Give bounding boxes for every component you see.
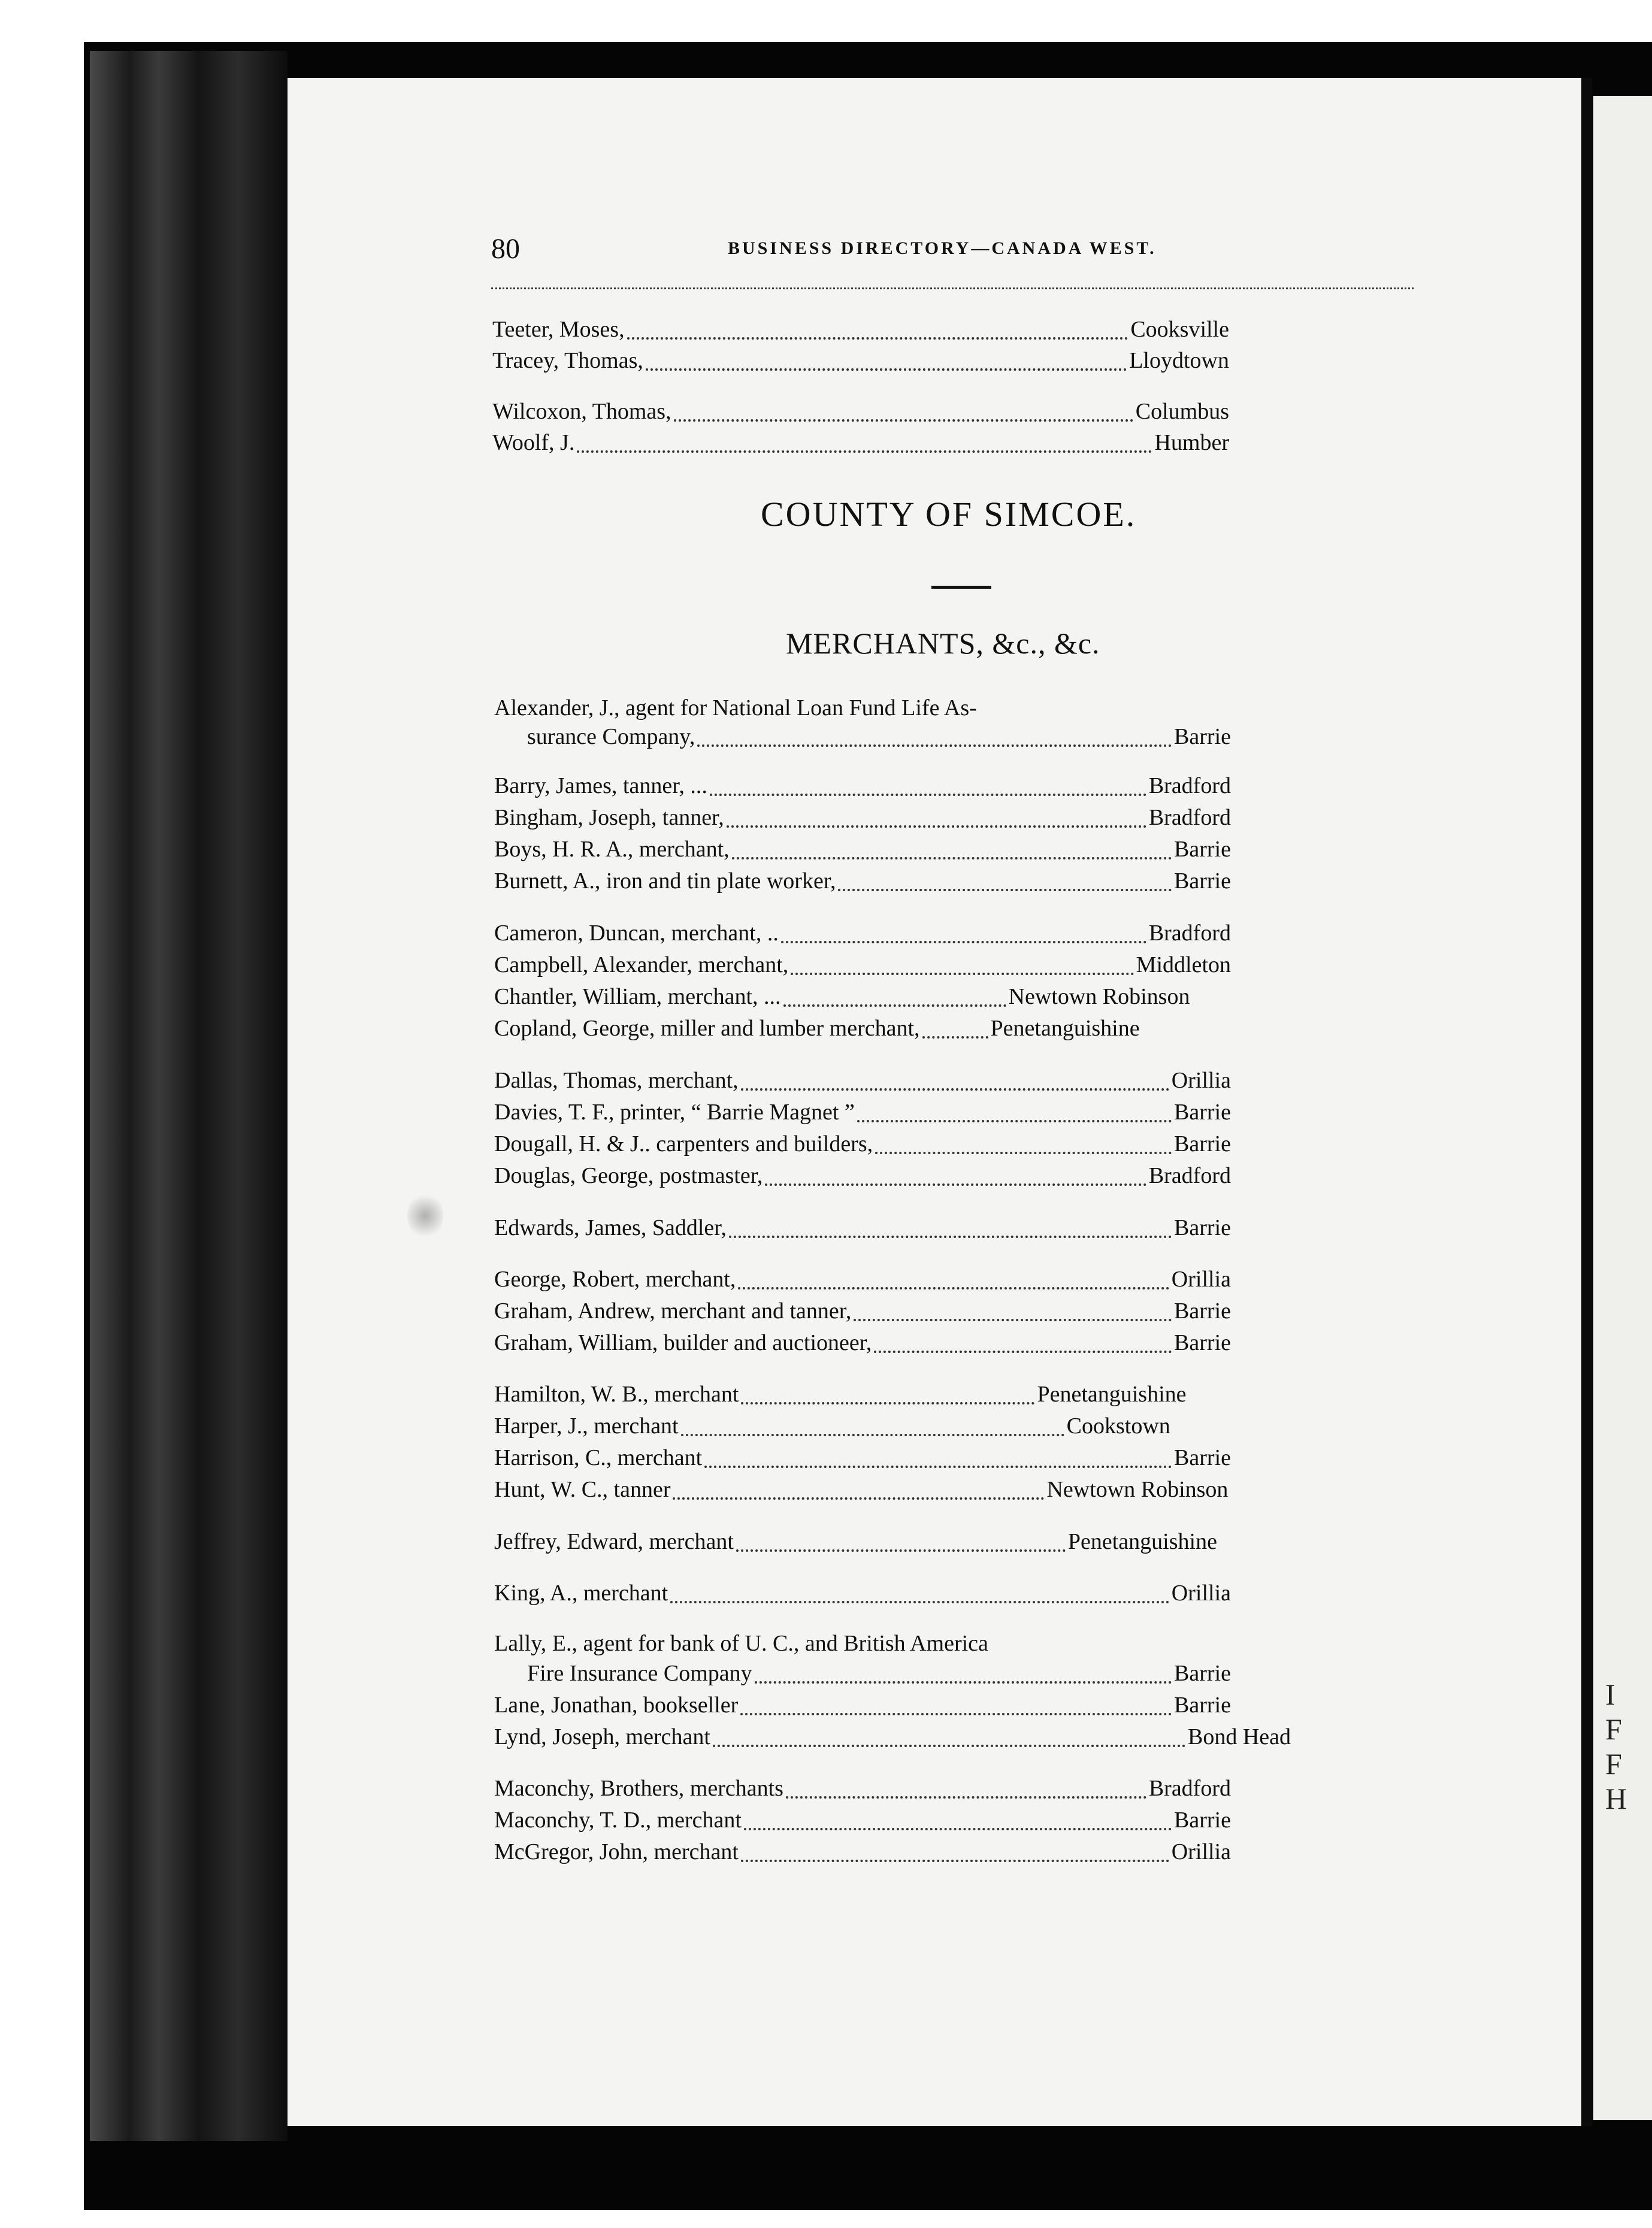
book-spine — [90, 51, 288, 2141]
list-item: Graham, William, builder and auctioneer, Barrie — [494, 1330, 1231, 1355]
list-item: Woolf, J. Humber — [492, 430, 1229, 455]
list-item: Edwards, James, Saddler, Barrie — [494, 1215, 1231, 1240]
page-header — [491, 232, 1180, 268]
list-item: Maconchy, T. D., merchant Barrie — [494, 1808, 1231, 1833]
list-item: Harrison, C., merchant Barrie — [494, 1445, 1231, 1470]
list-item: Hamilton, W. B., merchant Penetanguishine — [494, 1382, 1187, 1407]
section-divider — [931, 586, 991, 589]
list-item: Campbell, Alexander, merchant, Middleton — [494, 952, 1231, 977]
list-item: Boys, H. R. A., merchant, Barrie — [494, 837, 1231, 862]
running-head: BUSINESS DIRECTORY—CANADA WEST. — [728, 238, 1157, 258]
list-item: Douglas, George, postmaster, Bradford — [494, 1163, 1231, 1188]
paper-stain — [407, 1192, 443, 1240]
header-rule — [491, 287, 1414, 298]
list-item: Bingham, Joseph, tanner, Bradford — [494, 805, 1231, 830]
list-item: Davies, T. F., printer, “ Barrie Magnet ” Barrie — [494, 1100, 1231, 1125]
list-item: Chantler, William, merchant, ... Newtown Robinson — [494, 984, 1190, 1009]
list-item: George, Robert, merchant, Orillia — [494, 1267, 1231, 1292]
list-item: Cameron, Duncan, merchant, .. Bradford — [494, 921, 1231, 946]
page-gutter — [1581, 78, 1592, 2126]
list-item: Wilcoxon, Thomas, Columbus — [492, 399, 1229, 424]
list-item: Hunt, W. C., tanner Newtown Robinson — [494, 1477, 1229, 1502]
list-item: Copland, George, miller and lumber merchant, Penetanguishine — [494, 1016, 1140, 1041]
list-item: Harper, J., merchant Cookstown — [494, 1413, 1170, 1439]
list-item: Fire Insurance Company Barrie — [527, 1661, 1231, 1686]
list-item-line: Lally, E., agent for bank of U. C., and British America — [494, 1631, 988, 1656]
county-title: COUNTY OF SIMCOE. — [761, 495, 1137, 534]
list-item: Dougall, H. & J.. carpenters and builders, Barrie — [494, 1131, 1231, 1157]
list-item: Dallas, Thomas, merchant, Orillia — [494, 1068, 1231, 1093]
section-title: MERCHANTS, &c., &c. — [786, 626, 1100, 660]
list-item: Graham, Andrew, merchant and tanner, Barrie — [494, 1298, 1231, 1324]
list-item-line: Alexander, J., agent for National Loan Fund Life As- — [494, 695, 977, 721]
list-item: Teeter, Moses, Cooksville — [492, 317, 1229, 342]
list-item: Tracey, Thomas, Lloydtown — [492, 348, 1229, 373]
next-page-fragment: H — [1605, 1782, 1627, 1815]
list-item: Lynd, Joseph, merchant Bond Head — [494, 1724, 1291, 1749]
list-item: Maconchy, Brothers, merchants Bradford — [494, 1776, 1231, 1801]
next-page-fragment: F — [1605, 1747, 1622, 1781]
list-item: McGregor, John, merchant Orillia — [494, 1839, 1231, 1864]
list-item: surance Company, Barrie — [527, 724, 1231, 749]
next-page-edge — [1593, 96, 1652, 2120]
list-item: Barry, James, tanner, ... Bradford — [494, 773, 1231, 798]
list-item: Jeffrey, Edward, merchant Penetanguishine — [494, 1529, 1217, 1554]
next-page-fragment: F — [1605, 1712, 1622, 1746]
list-item: Lane, Jonathan, bookseller Barrie — [494, 1693, 1231, 1718]
next-page-fragment: I — [1605, 1678, 1615, 1711]
list-item: Burnett, A., iron and tin plate worker, Barrie — [494, 868, 1231, 894]
list-item: King, A., merchant Orillia — [494, 1581, 1231, 1606]
page-number: 80 — [491, 233, 520, 265]
